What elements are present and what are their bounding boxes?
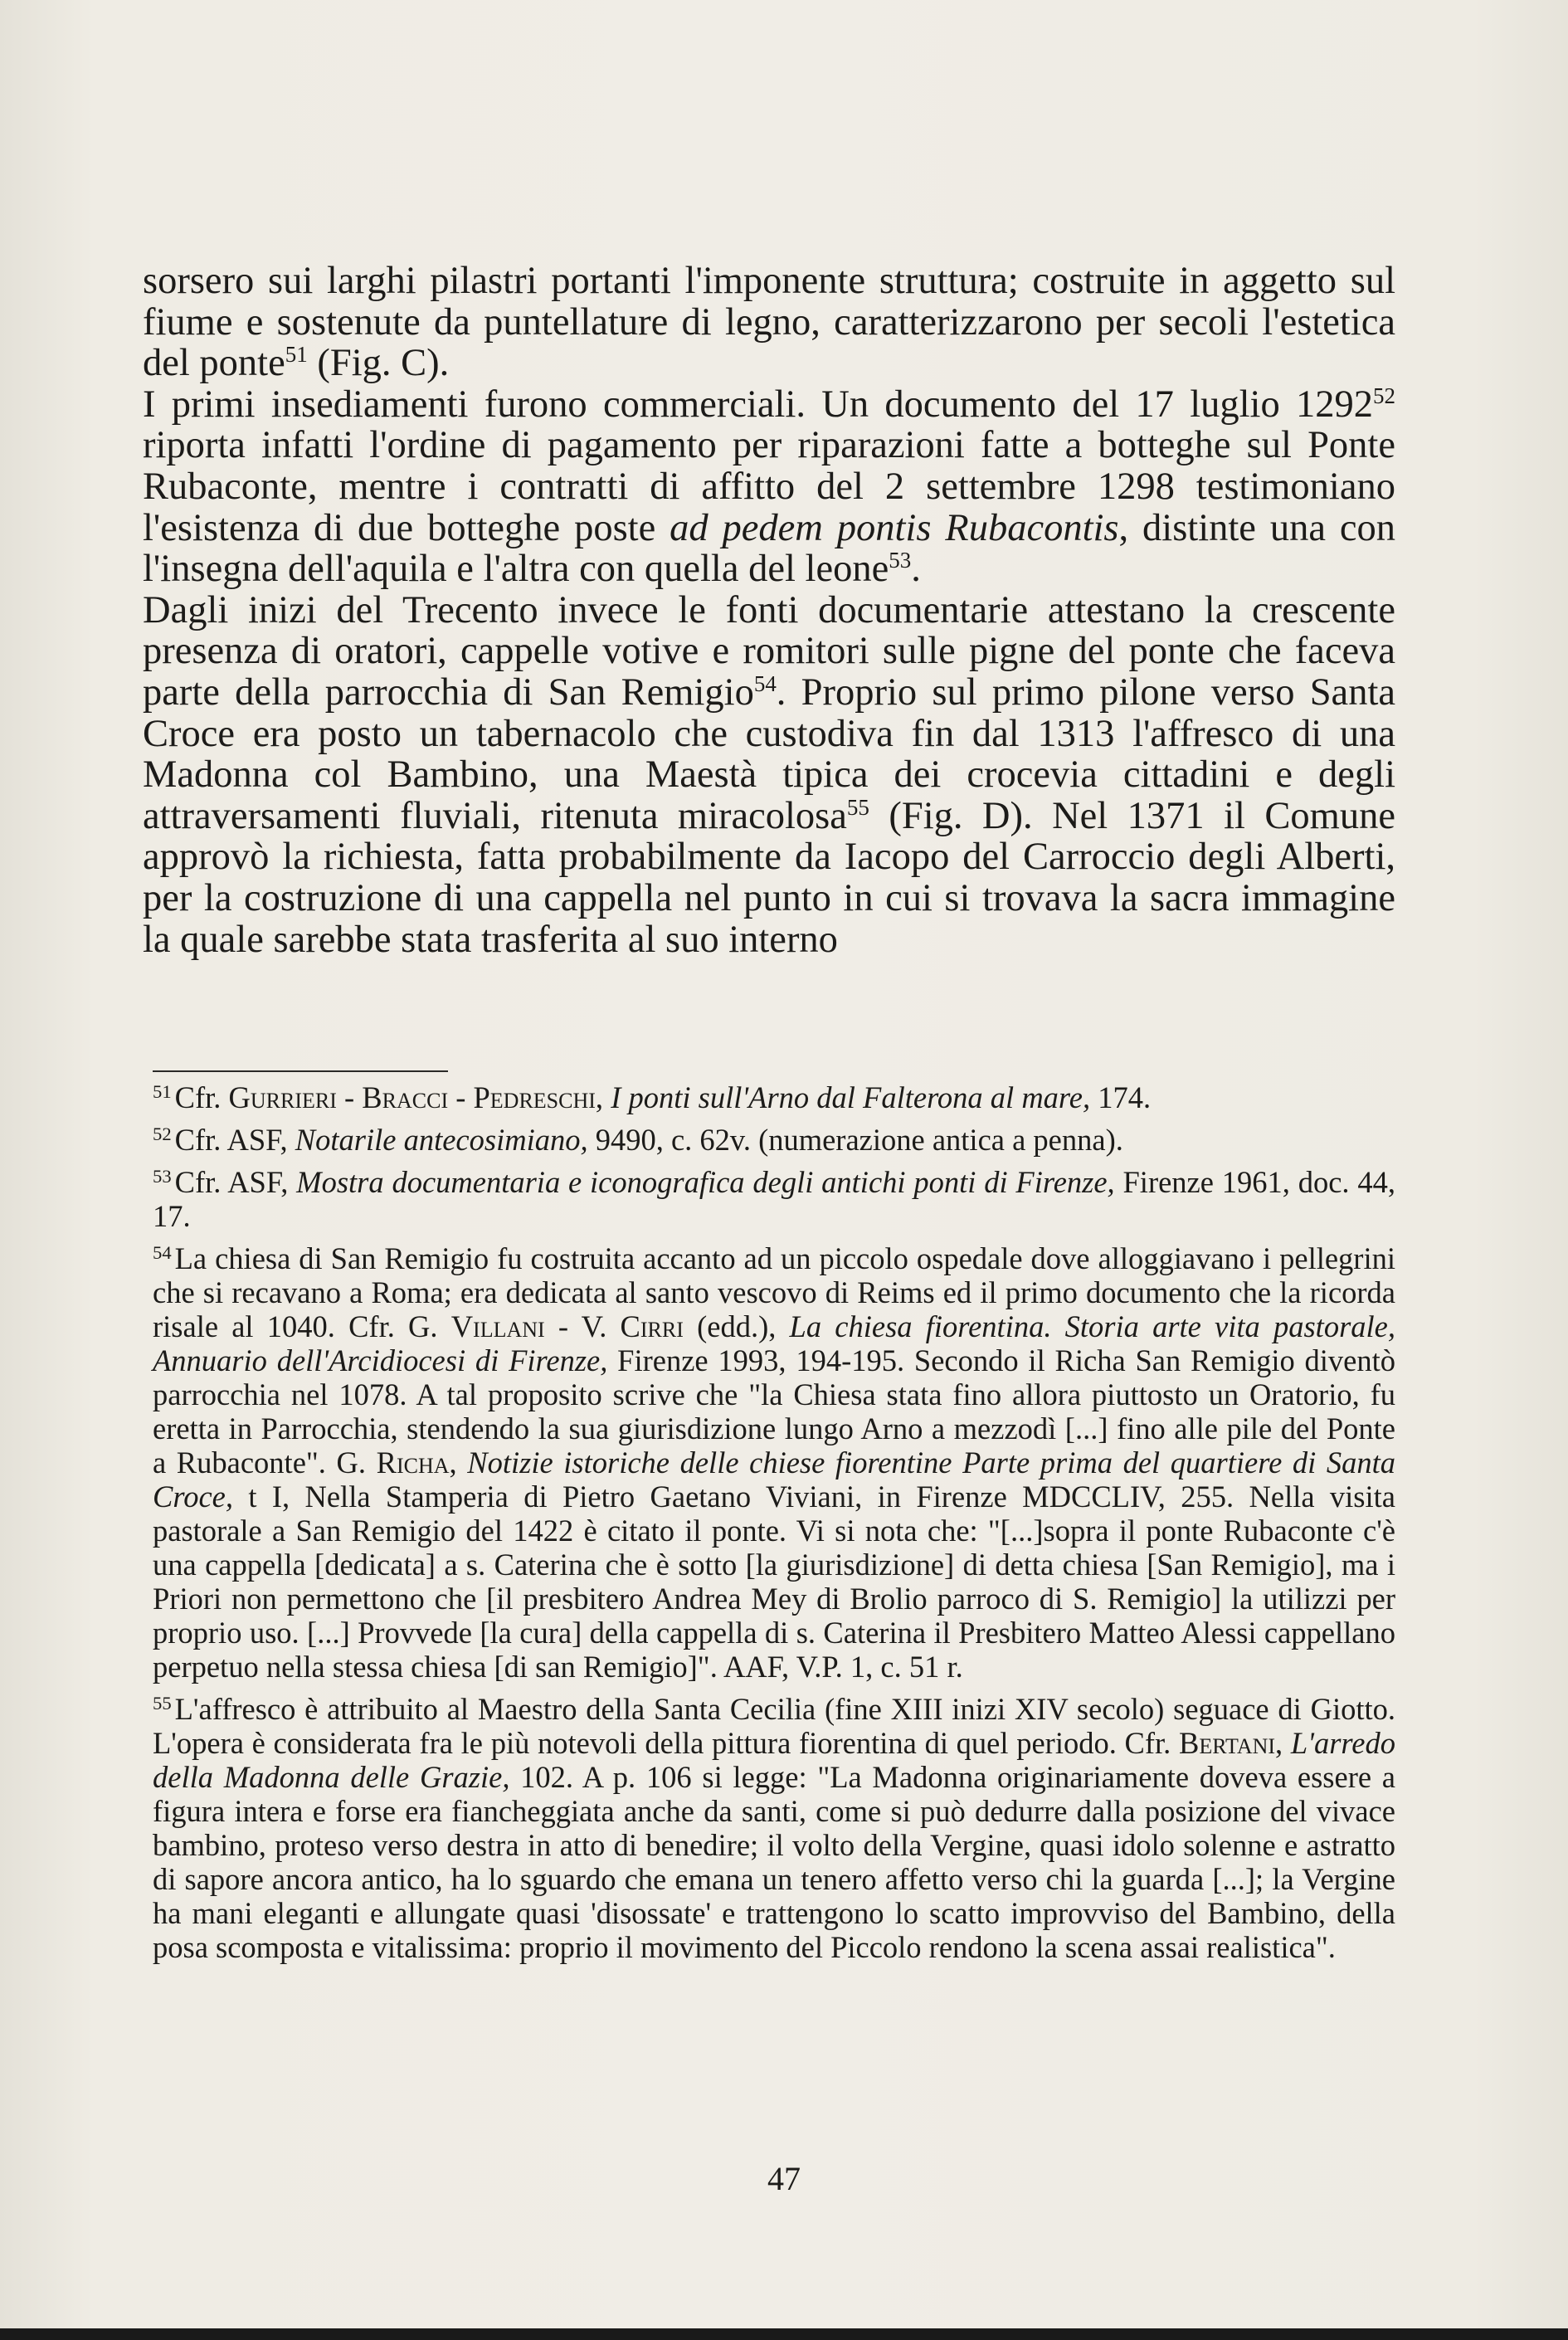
- text-run: L'affresco è attribuito al Maestro della Santa Cecilia (fine XIII inizi XIV secolo) seguace di Giotto. L'opera è considerata fra le più notevoli della pittura fiorentina di quel periodo. Cfr.: [153, 1692, 1395, 1760]
- text-run: .: [911, 548, 921, 591]
- paragraph-3: [143, 590, 1395, 960]
- text-run: Cfr. ASF,: [174, 1165, 297, 1199]
- book-title: I ponti sull'Arno dal Falterona al mare,: [603, 1080, 1091, 1114]
- footnote-54: [153, 1241, 1395, 1684]
- footnote-number: 51: [153, 1080, 172, 1102]
- text-run: (edd.),: [683, 1309, 790, 1343]
- latin-phrase: ad pedem pontis Rubacontis: [670, 506, 1119, 549]
- main-text: [143, 261, 1395, 960]
- text-run: , distinte una con l'insegna dell'aquila e l'altra con quella del leone: [143, 506, 1395, 591]
- book-title: La chiesa fiorentina. Storia arte vita pastorale, Annuario dell'Arcidiocesi di Firenze,: [153, 1309, 1395, 1377]
- footnote-number: 55: [153, 1692, 172, 1714]
- author-name: Villani: [450, 1309, 545, 1343]
- text-run: I primi insediamenti furono commerciali. Un documento del 17 luglio 1292: [143, 383, 1374, 426]
- footnote-55: [153, 1692, 1395, 1964]
- text-run: . Proprio sul primo pilone verso Santa Croce era posto un tabernacolo che custodiva fin dal 1313 l'affresco di una Madonna col Bambino, una Maestà tipica dei crocevia cittadini e degli attraversamenti fluviali, ritenuta miracolosa: [143, 670, 1396, 837]
- text-run: Dagli inizi del Trecento invece le fonti documentarie attestano la crescente presenza di oratori, cappelle votive e romitori sulle pigne del ponte che faceva parte della parrocchia di San Remigio: [143, 588, 1395, 714]
- footnote-number: 52: [153, 1123, 172, 1144]
- text-run: - V.: [544, 1309, 621, 1343]
- paragraph-1: [143, 261, 1395, 384]
- footnote-number: 53: [153, 1165, 172, 1187]
- text-run: La chiesa di San Remigio fu costruita accanto ad un piccolo ospedale dove alloggiavano i pellegrini che si recavano a Roma; era dedicata al santo vescovo di Reims ed il primo documento che la ricorda risale al 1040. Cfr. G.: [153, 1241, 1395, 1343]
- text-run: 102. A p. 106 si legge: "La Madonna originariamente doveva essere a figura intera e forse era fiancheggiata anche da santi, come si può dedurre dalla posizione del vivace bambino, proteso verso destra in atto di benedire; il volto della Vergine, quasi idolo solenne e astratto di sapore ancora antico, ha lo sguardo che emana un tenero affetto verso chi la guarda [...]; la Vergine ha mani eleganti e allungate quasi 'disossate' e trattengono lo scatto improvviso del Bambino, della posa scomposta e vitalissima: proprio il movimento del Piccolo rendono la scena assai realistica".: [153, 1760, 1395, 1964]
- author-name: Bertani,: [1179, 1726, 1283, 1760]
- footnote-51: [153, 1080, 1395, 1114]
- text-run: Firenze 1993, 194-195. Secondo il Richa San Remigio diventò parrocchia nel 1078. A tal proposito scrive che "la Chiesa stata fino allora piuttosto un Oratorio, fu eretta in Parrocchia, stendendo la sua giurisdizione lungo Arno a mezzodì [...] fino alle pile del Ponte a Rubaconte". G.: [153, 1343, 1396, 1480]
- book-title: Mostra documentaria e iconografica degli antichi ponti di Firenze,: [296, 1165, 1115, 1199]
- footnote-ref-52: 52: [1373, 383, 1395, 408]
- footnotes: [153, 1080, 1395, 1972]
- page-number: 47: [767, 2160, 801, 2197]
- paragraph-2: [143, 384, 1395, 590]
- footnote-ref-54: 54: [753, 670, 777, 696]
- footnote-ref-55: 55: [846, 794, 869, 820]
- book-title: L'arredo della Madonna delle Grazie,: [153, 1726, 1395, 1794]
- book-title: Notarile antecosimiano,: [295, 1123, 588, 1157]
- text-run: Firenze 1961, doc. 44, 17.: [153, 1165, 1395, 1233]
- book-title: Notizie istoriche delle chiese fiorentine Parte prima del quartiere di Santa Croce,: [153, 1445, 1395, 1514]
- footnote-53: [153, 1165, 1395, 1233]
- scan-edge: [0, 2328, 1568, 2340]
- text-run: 174.: [1090, 1080, 1152, 1114]
- author-name: Richa,: [376, 1445, 457, 1480]
- text-run: t I, Nella Stamperia di Pietro Gaetano Viviani, in Firenze MDCCLIV, 255. Nella visita pastorale a San Remigio del 1422 è citato il ponte. Vi si nota che: "[...]sopra il ponte Rubaconte c'è una cappella [dedicata] a s. Caterina che è sotto [la giurisdizione] di detta chiesa [San Remigio], ma i Priori non permettono che [il presbitero Andrea Mey di Brolio parroco di S. Remigio] la utilizzi per proprio uso. [...] Provvede [la cura] della cappella di s. Caterina il Presbitero Matteo Alessi cappellano perpetuo nella stessa chiesa [di san Remigio]". AAF, V.P. 1, c. 51 r.: [153, 1480, 1395, 1684]
- author-names: Gurrieri - Bracci - Pedreschi,: [228, 1080, 604, 1114]
- text-run: Cfr.: [174, 1080, 229, 1114]
- author-name: Cirri: [620, 1309, 684, 1343]
- text-run: 9490, c. 62v. (numerazione antica a penna).: [587, 1123, 1123, 1157]
- footnote-number: 54: [153, 1241, 172, 1263]
- text-run: Cfr. ASF,: [174, 1123, 295, 1157]
- text-run: riporta infatti l'ordine di pagamento per riparazioni fatte a botteghe sul Ponte Rubaconte, mentre i contratti di affitto del 2 settembre 1298 testimoniano l'esistenza di due botteghe poste: [143, 424, 1395, 549]
- footnote-divider: [153, 1070, 448, 1072]
- footnote-52: [153, 1123, 1395, 1157]
- text-run: (Fig. C).: [307, 342, 450, 385]
- text-run: sorsero sui larghi pilastri portanti l'imponente struttura; costruite in aggetto sul fiume e sostenute da puntellature di legno, caratterizzarono per secoli l'estetica del ponte: [143, 260, 1395, 385]
- text-run: (Fig. D). Nel 1371 il Comune approvò la richiesta, fatta probabilmente da Iacopo del Carroccio degli Alberti, per la costruzione di una cappella nel punto in cui si trovava la sacra immagine la quale sarebbe stata trasferita al suo interno: [143, 794, 1395, 961]
- footnote-ref-53: 53: [889, 547, 912, 573]
- footnote-ref-51: 51: [285, 342, 308, 368]
